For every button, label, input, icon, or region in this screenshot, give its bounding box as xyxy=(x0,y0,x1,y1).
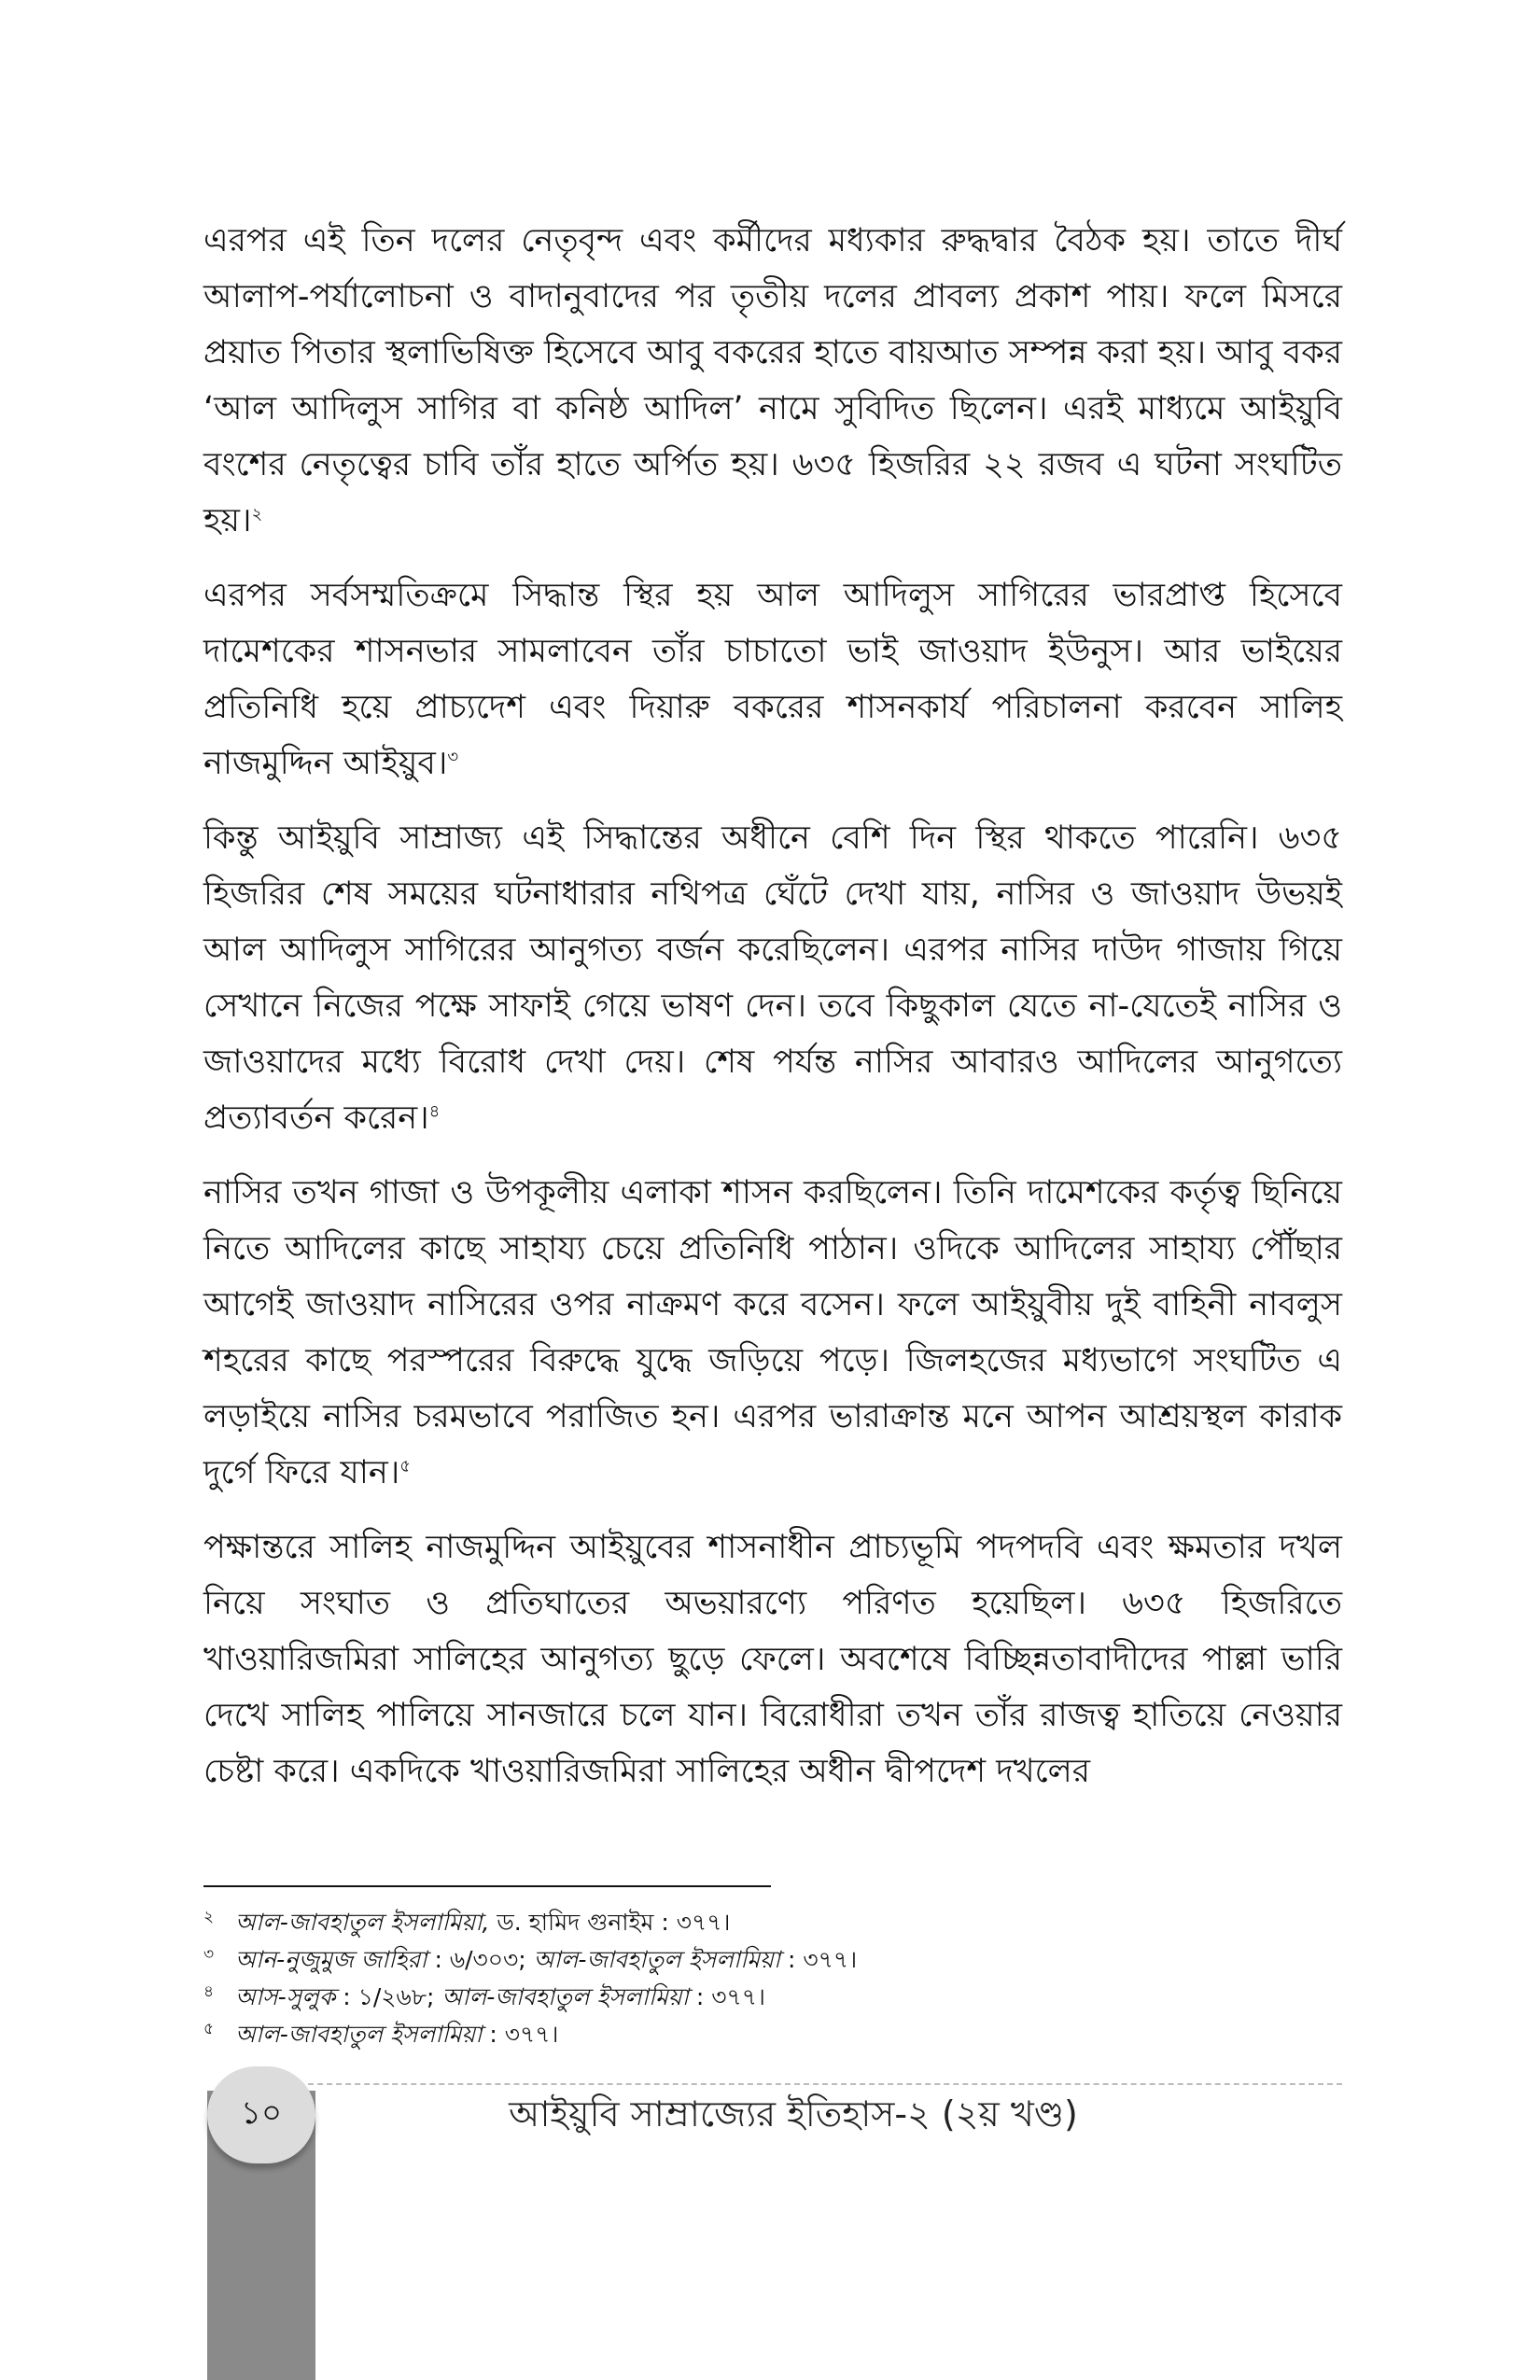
footnote-source: আল-জাবহাতুল ইসলামিয়া, xyxy=(235,1909,490,1936)
footnote-marker: ৪ xyxy=(428,1101,441,1122)
paragraph: এরপর সর্বসম্মতিক্রমে সিদ্ধান্ত স্থির হয় আল আদিলুস সাগিরের ভারপ্রাপ্ত হিসেবে দামেশকের শাসনভার সামলাবেন তাঁর চাচাতো ভাই জাওয়াদ ইউনুস। আর ভাইয়ের প্রতিনিধি হয়ে প্রাচ্যদেশ এবং দিয়ারু বকরের শাসনকার্য পরিচালনা করবেন সালিহ নাজমুদ্দিন আইয়ুব।$^৩$ xyxy=(203,577,1342,782)
footnote-source: আল-জাবহাতুল ইসলামিয়া xyxy=(441,1983,689,2010)
body-text xyxy=(203,213,1342,1818)
paragraph: কিন্তু আইয়ুবি সাম্রাজ্য এই সিদ্ধান্তের অধীনে বেশি দিন স্থির থাকতে পারেনি। ৬৩৫ হিজরির শেষ সময়ের ঘটনাধারার নথিপত্র ঘেঁটে দেখা যায়, নাসির ও জাওয়াদ উভয়ই আল আদিলুস সাগিরের আনুগত্য বর্জন করেছিলেন। এরপর নাসির দাউদ গাজায় গিয়ে সেখানে নিজের পক্ষে সাফাই গেয়ে ভাষণ দেন। তবে কিছুকাল যেতে না-যেতেই নাসির ও জাওয়াদের মধ্যে বিরোধ দেখা দেয়। শেষ পর্যন্ত নাসির আবারও আদিলের আনুগত্যে প্রত্যাবর্তন করেন।$^৪$ xyxy=(203,819,1342,1137)
footer-divider xyxy=(280,2083,1342,2085)
footnote-divider xyxy=(203,1885,771,1887)
footnote: ৩ আন-নুজুমুজ জাহিরা : ৬/৩০৩; আল-জাবহাতুল ইসলামিয়া : ৩৭৭। xyxy=(203,1944,858,1973)
footnote-marker: ৫ xyxy=(399,1456,411,1477)
paragraph: নাসির তখন গাজা ও উপকূলীয় এলাকা শাসন করছিলেন। তিনি দামেশকের কর্তৃত্ব ছিনিয়ে নিতে আদিলের কাছে সাহায্য চেয়ে প্রতিনিধি পাঠান। ওদিকে আদিলের সাহায্য পৌঁছার আগেই জাওয়াদ নাসিরের ওপর নাক্রমণ করে বসেন। ফলে আইয়ুবীয় দুই বাহিনী নাবলুস শহরের কাছে পরস্পরের বিরুদ্ধে যুদ্ধে জড়িয়ে পড়ে। জিলহজের মধ্যভাগে সংঘটিত এ লড়াইয়ে নাসির চরমভাবে পরাজিত হন। এরপর ভারাক্রান্ত মনে আপন আশ্রয়স্থল কারাক দুর্গে ফিরে যান।$^৫$ xyxy=(203,1174,1342,1491)
page-number: ১০ xyxy=(240,2093,283,2132)
footnote: ৫ আল-জাবহাতুল ইসলামিয়া : ৩৭৭। xyxy=(203,2019,559,2048)
footnote-detail: : ৩৭৭। xyxy=(482,2021,559,2048)
page-number-badge xyxy=(207,2066,315,2163)
footnote: ৪ আস-সুলুক : ১/২৬৮; আল-জাবহাতুল ইসলামিয়া : ৩৭৭। xyxy=(203,1981,765,2010)
paragraph: এরপর এই তিন দলের নেতৃবৃন্দ এবং কর্মীদের মধ্যকার রুদ্ধদ্বার বৈঠক হয়। তাতে দীর্ঘ আলাপ-পর্যালোচনা ও বাদানুবাদের পর তৃতীয় দলের প্রাবল্য প্রকাশ পায়। ফলে মিসরে প্রয়াত পিতার স্থলাভিষিক্ত হিসেবে আবু বকরের হাতে বায়আত সম্পন্ন করা হয়। আবু বকর ‘আল আদিলুস সাগির বা কনিষ্ঠ আদিল’ নামে সুবিদিত ছিলেন। এরই মাধ্যমে আইয়ুবি বংশের নেতৃত্বের চাবি তাঁর হাতে অর্পিত হয়। ৬৩৫ হিজরির ২২ রজব এ ঘটনা সংঘটিত হয়।$^২$ xyxy=(203,222,1342,539)
running-title: আইয়ুবি সাম্রাজ্যের ইতিহাস-২ (২য় খণ্ড) xyxy=(509,2093,1078,2135)
footnote-source: আল-জাবহাতুল ইসলামিয়া xyxy=(533,1946,781,1973)
footnote-detail: : ৩৭৭। xyxy=(780,1946,858,1973)
footnote-source: আল-জাবহাতুল ইসলামিয়া xyxy=(235,2021,483,2048)
footnotes xyxy=(203,1904,1342,2053)
paragraph: পক্ষান্তরে সালিহ নাজমুদ্দিন আইয়ুবের শাসনাধীন প্রাচ্যভূমি পদপদবি এবং ক্ষমতার দখল নিয়ে সংঘাত ও প্রতিঘাতের অভয়ারণ্যে পরিণত হয়েছিল। ৬৩৫ হিজরিতে খাওয়ারিজমিরা সালিহের আনুগত্য ছুড়ে ফেলে। অবশেষে বিচ্ছিন্নতাবাদীদের পাল্লা ভারি দেখে সালিহ পালিয়ে সানজারে চলে যান। বিরোধীরা তখন তাঁর রাজত্ব হাতিয়ে নেওয়ার চেষ্টা করে। একদিকে খাওয়ারিজমিরা সালিহের অধীন দ্বীপদেশ দখলের xyxy=(203,1529,1342,1790)
footnote-detail: : ৩৭৭। xyxy=(688,1983,765,2010)
footnote-detail: ড. হামিদ গুনাইম : ৩৭৭। xyxy=(489,1909,731,1936)
footnote: ২ আল-জাবহাতুল ইসলামিয়া, ড. হামিদ গুনাইম : ৩৭৭। xyxy=(203,1907,731,1936)
footnote-source: আস-সুলুক xyxy=(235,1983,336,2010)
footnote-detail: : ৬/৩০৩; xyxy=(427,1946,534,1973)
footnote-marker: ৩ xyxy=(447,747,459,767)
footnote-detail: : ১/২৬৮; xyxy=(335,1983,442,2010)
footnote-marker: ২ xyxy=(251,504,263,525)
footnote-source: আন-নুজুমুজ জাহিরা xyxy=(235,1946,427,1973)
